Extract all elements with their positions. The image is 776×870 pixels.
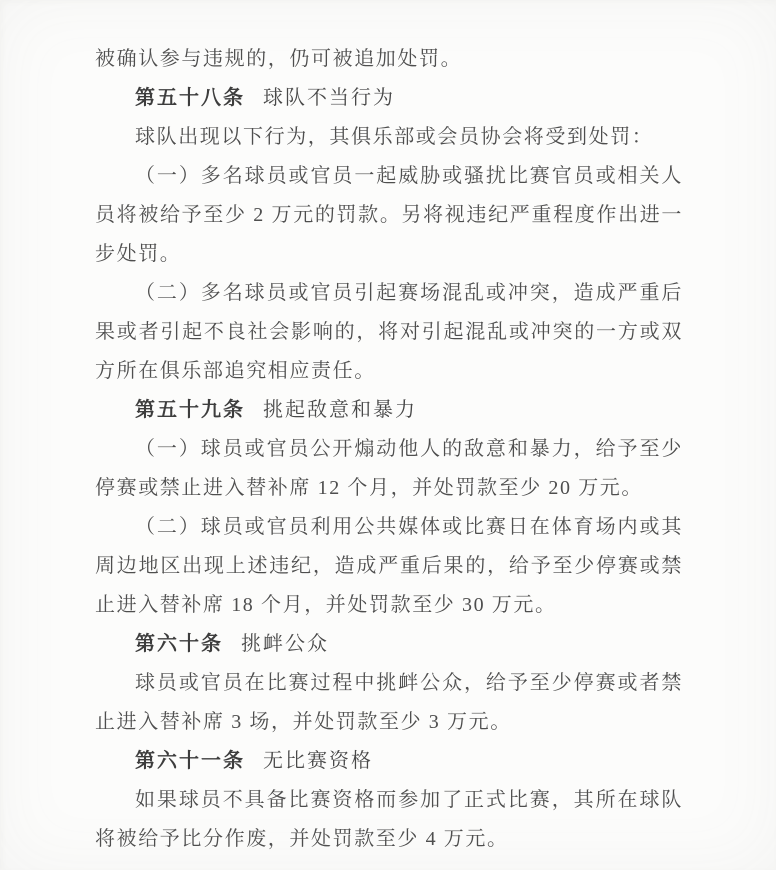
paragraph: 球员或官员在比赛过程中挑衅公众，给予至少停赛或者禁止进入替补席 3 场，并处罚款至少 3 万元。 [95,672,683,733]
article-number: 第六十一条 [135,750,245,772]
article-heading-59 [95,391,683,430]
paragraph: （二）球员或官员利用公共媒体或比赛日在体育场内或其周边地区出现上述违纪，造成严重后果的，给予至少停赛或禁止进入替补席 18 个月，并处罚款至少 30 万元。 [95,516,683,616]
paragraph: （一）球员或官员公开煽动他人的敌意和暴力，给予至少停赛或禁止进入替补席 12 个月，并处罚款至少 20 万元。 [95,438,683,499]
article-number: 第五十八条 [135,87,245,109]
article-heading-58 [95,79,683,118]
article-number: 第五十九条 [135,399,245,421]
article-title: 无比赛资格 [263,750,373,772]
paragraph: 球队出现以下行为，其俱乐部或会员协会将受到处罚： [135,126,654,148]
article-title: 球队不当行为 [263,87,395,109]
article-heading-61 [95,742,683,781]
paragraph: （一）多名球员或官员一起威胁或骚扰比赛官员或相关人员将被给予至少 2 万元的罚款。另将视违纪严重程度作出进一步处罚。 [95,165,683,265]
document-body [95,40,683,859]
paragraph-continuation: 被确认参与违规的，仍可被追加处罚。 [95,48,463,70]
article-heading-60 [95,625,683,664]
article-number: 第六十条 [135,633,223,655]
article-title: 挑起敌意和暴力 [263,399,417,421]
article-title: 挑衅公众 [241,633,329,655]
paragraph: 如果球员不具备比赛资格而参加了正式比赛，其所在球队将被给予比分作废，并处罚款至少 4 万元。 [95,789,683,850]
paragraph: （二）多名球员或官员引起赛场混乱或冲突，造成严重后果或者引起不良社会影响的，将对引起混乱或冲突的一方或双方所在俱乐部追究相应责任。 [95,282,683,382]
